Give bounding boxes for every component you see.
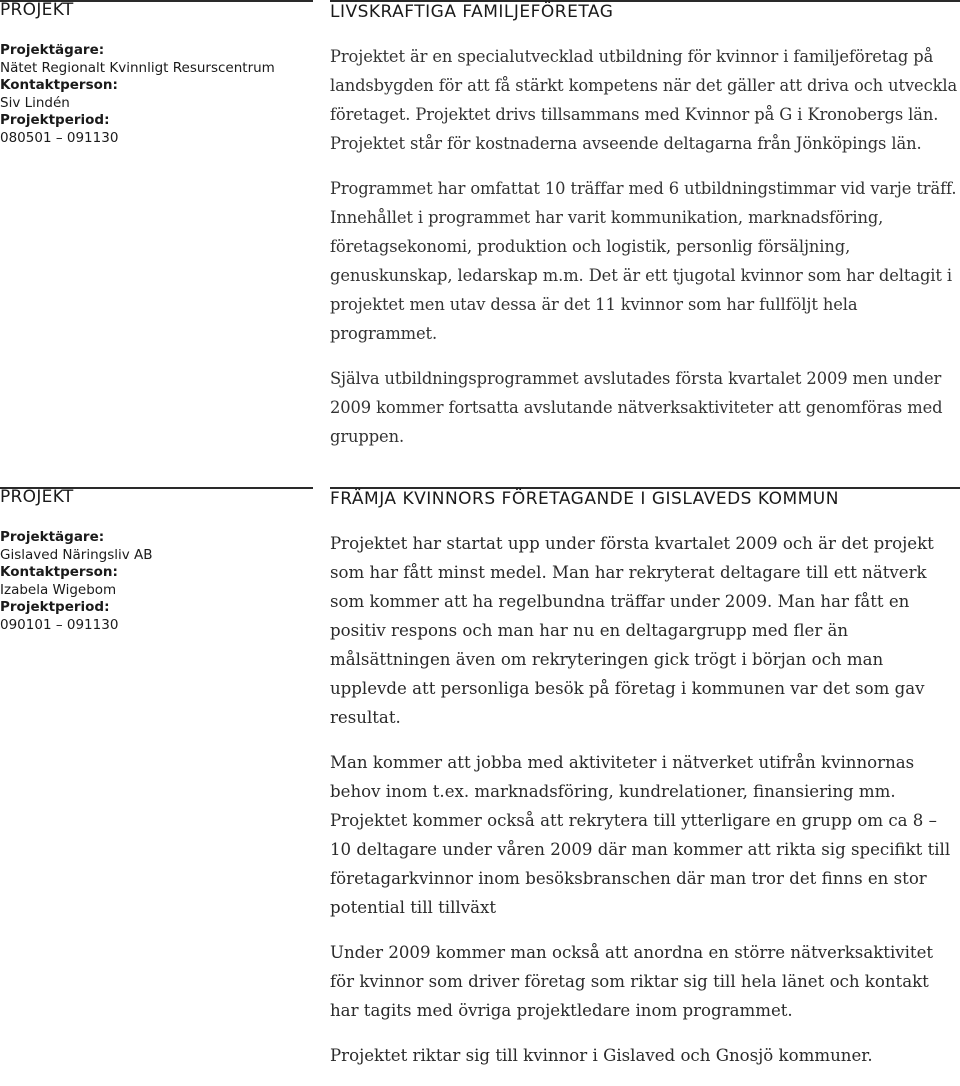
project-title: FRÄMJA KVINNORS FÖRETAGANDE I GISLAVEDS KOMMUN — [330, 489, 839, 509]
project-section-gislaved — [0, 487, 960, 1065]
project-description — [330, 0, 960, 467]
contact-label: Kontaktperson: — [0, 77, 118, 93]
contact-label: Kontaktperson: — [0, 564, 118, 580]
project-meta-sidebar — [0, 0, 313, 147]
project-meta-sidebar — [0, 487, 313, 634]
contact-value: Siv Lindén — [0, 94, 70, 111]
contact-value: Izabela Wigebom — [0, 581, 117, 598]
period-value: 080501 – 091130 — [0, 129, 119, 146]
description-paragraph: Projektet riktar sig till kvinnor i Gislaved och Gnosjö kommuner. — [330, 1046, 873, 1065]
owner-value: Gislaved Näringsliv AB — [0, 546, 153, 563]
owner-label: Projektägare: — [0, 42, 105, 58]
owner-label: Projektägare: — [0, 529, 105, 545]
project-description — [330, 487, 960, 1086]
section-label: PROJEKT — [0, 487, 74, 507]
period-label: Projektperiod: — [0, 599, 110, 615]
description-paragraph: Själva utbildningsprogrammet avslutades första kvartalet 2009 men under 2009 kommer fortsatta avslutande nätverksaktiviteter att genomföras med gruppen. — [330, 369, 943, 446]
section-label: PROJEKT — [0, 0, 74, 20]
description-paragraph: Programmet har omfattat 10 träffar med 6 utbildningstimmar vid varje träff. Innehållet i programmet har varit kommunikation, marknadsföring, företagsekonomi, produktion och logistik, personlig försäljning, genuskunskap, ledarskap m.m. Det är ett tjugotal kvinnor som har deltagit i projektet men utav dessa är det 11 kvinnor som har fullföljt hela programmet. — [330, 179, 957, 343]
period-value: 090101 – 091130 — [0, 616, 119, 633]
description-paragraph: Projektet är en specialutvecklad utbildning för kvinnor i familjeföretag på landsbygden för att få stärkt kompetens när det gäller att driva och utveckla företaget. Projektet drivs tillsammans med Kvinnor på G i Kronobergs län. Projektet står för kostnaderna avseende deltagarna från Jönköpings län. — [330, 47, 958, 153]
description-paragraph: Man kommer att jobba med aktiviteter i nätverket utifrån kvinnornas behov inom t.ex. marknadsföring, kundrelationer, finansiering mm. Projektet kommer också att rekrytera till ytterligare en grupp om ca 8 – 10 deltagare under våren 2009 där man kommer att rikta sig specifikt till företagarkvinnor inom besöksbranschen där man tror det finns en stor potential till tillväxt — [330, 753, 951, 917]
description-paragraph: Projektet har startat upp under första kvartalet 2009 och är det projekt som har fått minst medel. Man har rekryterat deltagare till ett nätverk som kommer att ha regelbundna träffar under 2009. Man har fått en positiv respons och man har nu en deltagargrupp med fler än målsättningen även om rekryteringen gick trögt i början och man upplevde att personliga besök på företag i kommunen var det som gav resultat. — [330, 534, 934, 727]
description-paragraph: Under 2009 kommer man också att anordna en större nätverksaktivitet för kvinnor som driver företag som riktar sig till hela länet och kontakt har tagits med övriga projektledare inom programmet. — [330, 943, 934, 1020]
project-title: LIVSKRAFTIGA FAMILJEFÖRETAG — [330, 2, 614, 22]
owner-value: Nätet Regionalt Kvinnligt Resurscentrum — [0, 59, 275, 76]
period-label: Projektperiod: — [0, 112, 110, 128]
project-section-livskraftiga — [0, 0, 960, 480]
